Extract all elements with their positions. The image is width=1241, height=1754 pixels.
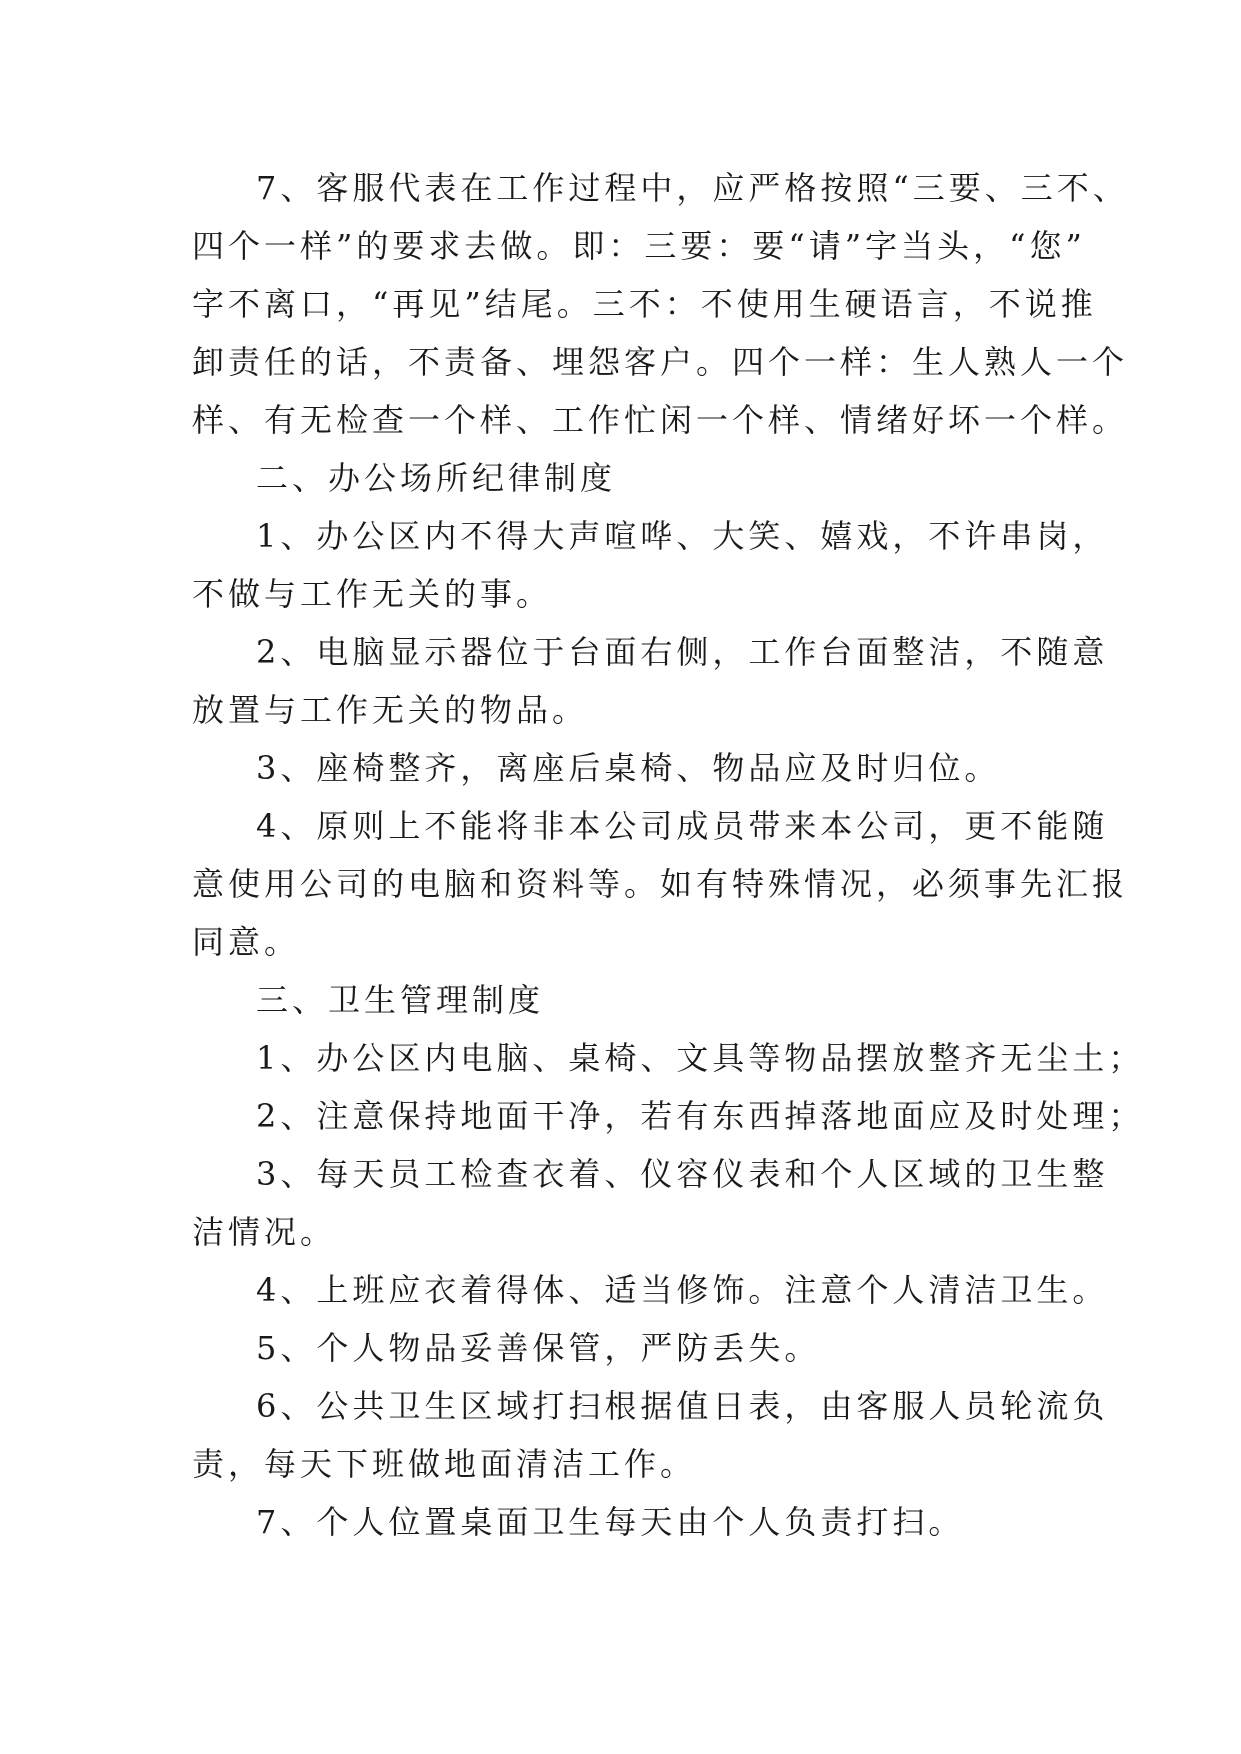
text-line: 洁情况。 (192, 1213, 337, 1251)
text-line: 6、公共卫生区域打扫根据值日表，由客服人员轮流负 (256, 1387, 1109, 1425)
text-line: 2、电脑显示器位于台面右侧，工作台面整洁，不随意 (256, 633, 1109, 671)
text-line: 卸责任的话，不责备、埋怨客户。四个一样：生人熟人一个 (192, 343, 1129, 381)
section-heading: 二、办公场所纪律制度 (256, 459, 617, 497)
text-line: 7、个人位置桌面卫生每天由个人负责打扫。 (256, 1503, 965, 1541)
text-line: 责，每天下班做地面清洁工作。 (192, 1445, 697, 1483)
text-line: 3、座椅整齐，离座后桌椅、物品应及时归位。 (256, 749, 1001, 787)
text-line: 2、注意保持地面干净，若有东西掉落地面应及时处理； (256, 1097, 1145, 1135)
section-heading: 三、卫生管理制度 (256, 981, 545, 1019)
text-line: 4、原则上不能将非本公司成员带来本公司，更不能随 (256, 807, 1109, 845)
text-line: 5、个人物品妥善保管，严防丢失。 (256, 1329, 821, 1367)
text-line: 7、客服代表在工作过程中，应严格按照“三要、三不、 (256, 169, 1129, 207)
text-line: 1、办公区内电脑、桌椅、文具等物品摆放整齐无尘土； (256, 1039, 1145, 1077)
text-line: 4、上班应衣着得体、适当修饰。注意个人清洁卫生。 (256, 1271, 1109, 1309)
text-line: 放置与工作无关的物品。 (192, 691, 589, 729)
text-line: 四个一样”的要求去做。即：三要：要“请”字当头，“您” (192, 227, 1086, 265)
text-line: 同意。 (192, 923, 301, 961)
text-line: 1、办公区内不得大声喧哗、大笑、嬉戏，不许串岗， (256, 517, 1109, 555)
text-line: 字不离口，“再见”结尾。三不：不使用生硬语言，不说推 (192, 285, 1097, 323)
text-line: 不做与工作无关的事。 (192, 575, 553, 613)
text-line: 3、每天员工检查衣着、仪容仪表和个人区域的卫生整 (256, 1155, 1109, 1193)
text-line: 样、有无检查一个样、工作忙闲一个样、情绪好坏一个样。 (192, 401, 1129, 439)
text-line: 意使用公司的电脑和资料等。如有特殊情况，必须事先汇报 (192, 865, 1129, 903)
